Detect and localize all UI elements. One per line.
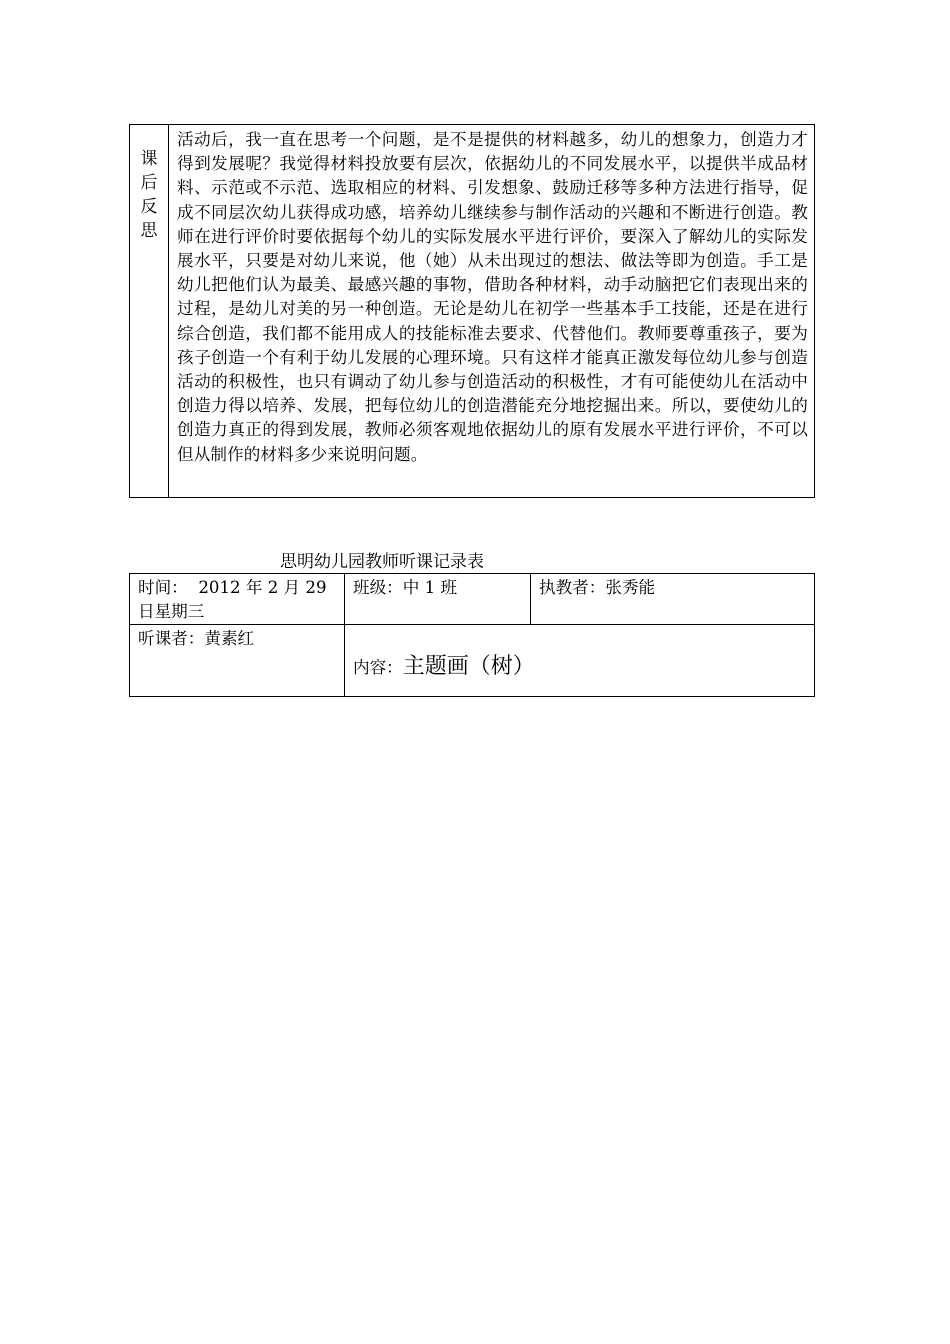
reflection-label — [130, 125, 169, 497]
time-line-2: 日星期三 — [138, 602, 205, 621]
reflection-label-char: 课 — [140, 149, 158, 169]
record-row-2 — [130, 625, 814, 696]
listener-cell: 听课者：黄素红 — [130, 625, 345, 696]
record-table — [129, 573, 815, 697]
time-cell — [130, 574, 345, 624]
reflection-table — [129, 124, 815, 498]
reflection-text: 活动后，我一直在思考一个问题，是不是提供的材料越多，幼儿的想象力，创造力才得到发展呢？我觉得材料投放要有层次，依据幼儿的不同发展水平，以提供半成品材料、示范或不示范、选取相应的材料、引发想象、鼓励迁移等多种方法进行指导，促成不同层次幼儿获得成功感，培养幼儿继续参与制作活动的兴趣和不断进行创造。教师在进行评价时要依据每个幼儿的实际发展水平进行评价，要深入了解幼儿的实际发展水平，只要是对幼儿来说，他（她）从未出现过的想法、做法等即为创造。手工是幼儿把他们认为最美、最感兴趣的事物，借助各种材料，动手动脑把它们表现出来的过程，是幼儿对美的另一种创造。无论是幼儿在初学一些基本手工技能，还是在进行综合创造，我们都不能用成人的技能标准去要求、代替他们。教师要尊重孩子，要为孩子创造一个有利于幼儿发展的心理环境。只有这样才能真正激发每位幼儿参与创造活动的积极性，也只有调动了幼儿参与创造活动的积极性，才有可能使幼儿在活动中创造力得以培养、发展，把每位幼儿的创造潜能充分地挖掘出来。所以，要使幼儿的创造力真正的得到发展，教师必须客观地依据幼儿的原有发展水平进行评价，不可以但从制作的材料多少来说明问题。 — [177, 130, 808, 464]
content-cell — [345, 625, 814, 696]
teacher-cell: 执教者：张秀能 — [539, 578, 656, 597]
class-cell: 班级：中 1 班 — [345, 574, 531, 624]
content-label: 内容： — [353, 658, 403, 677]
reflection-label-char: 反 — [140, 197, 158, 217]
reflection-label-char: 思 — [140, 221, 158, 241]
form-title: 思明幼儿园教师听课记录表 — [280, 552, 484, 572]
content-value: 主题画（树） — [402, 654, 535, 679]
time-line-1: 时间： 2012 年 2 月 29 — [138, 578, 327, 597]
record-row-1 — [130, 574, 814, 625]
reflection-label-char: 后 — [140, 173, 158, 193]
